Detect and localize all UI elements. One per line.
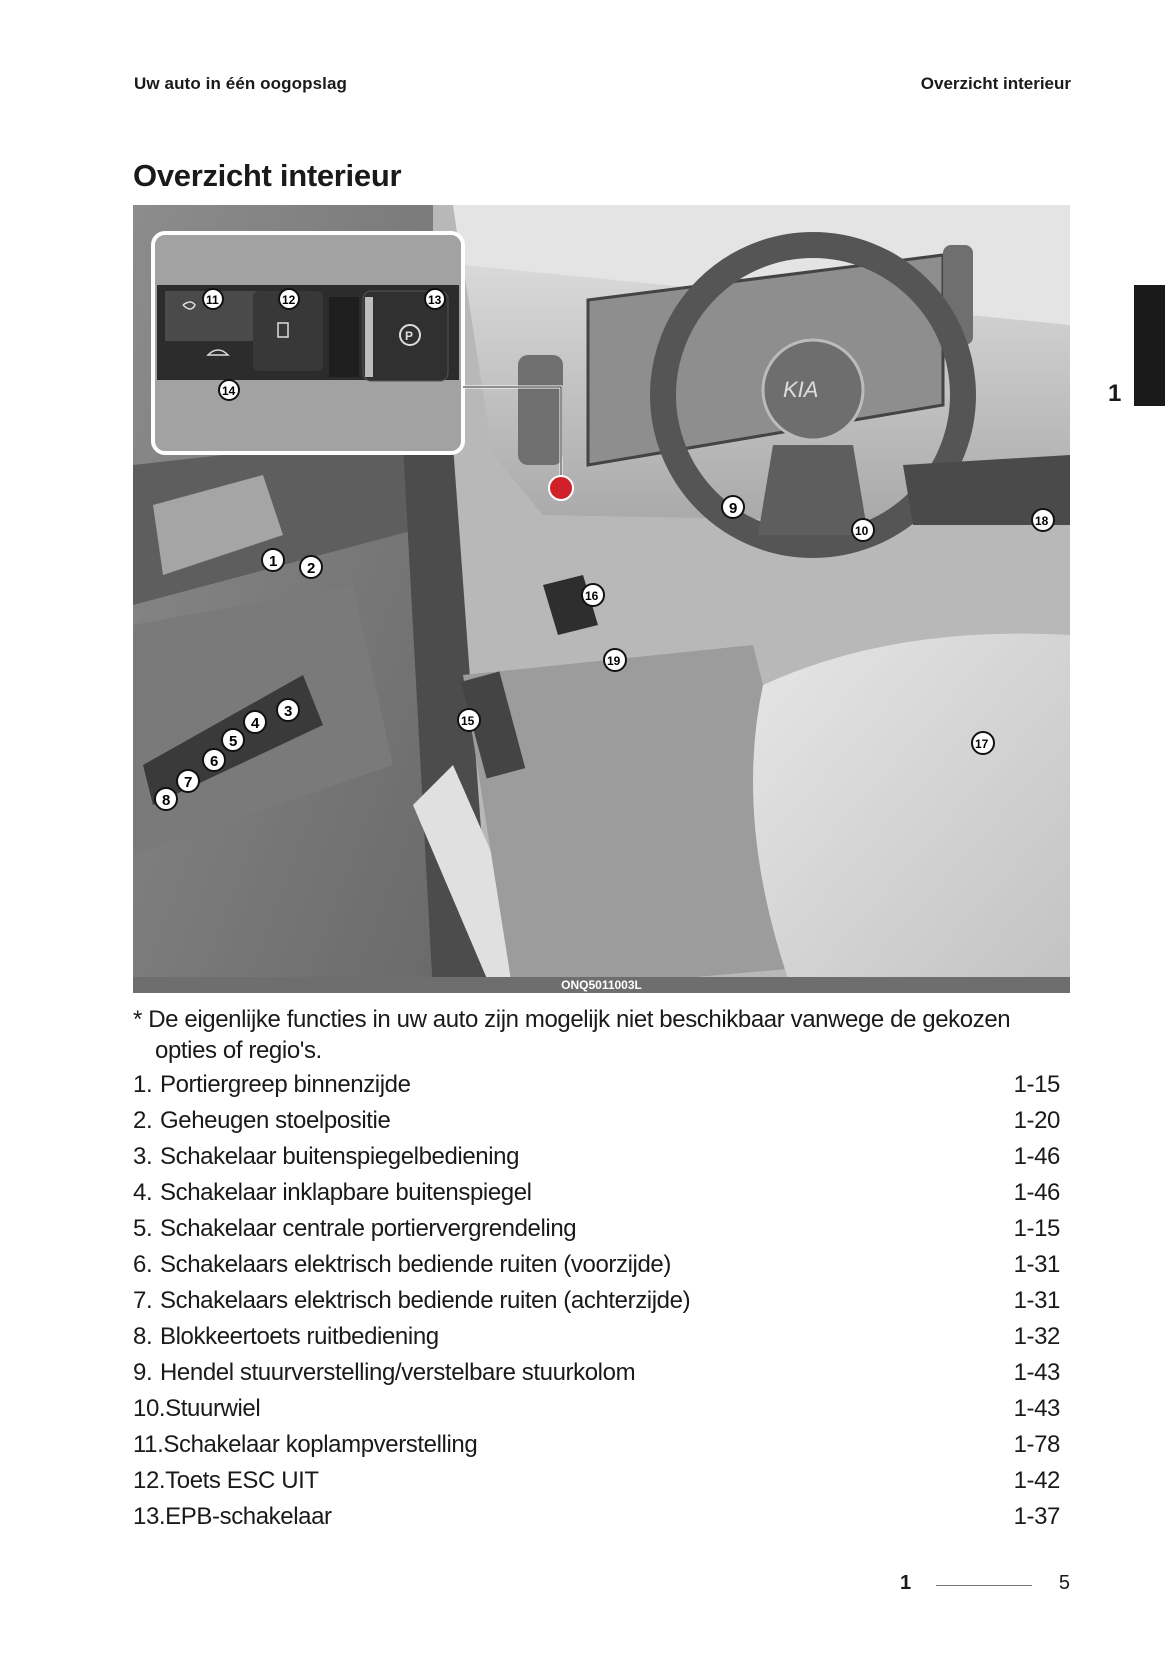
svg-text:17: 17: [975, 737, 989, 751]
callout-4: [244, 711, 266, 733]
callout-3: [277, 699, 299, 721]
svg-text:3: 3: [284, 703, 293, 720]
footer-chapter-number: 1: [900, 1572, 912, 1594]
list-item: [133, 1427, 1060, 1463]
svg-text:8: 8: [162, 792, 171, 809]
svg-text:2: 2: [307, 560, 316, 577]
list-item: [133, 1211, 1060, 1247]
callout-19: [604, 649, 626, 671]
item-label: Hendel stuurverstelling/verstelbare stuurkolom: [160, 1359, 636, 1386]
callout-1: [262, 549, 284, 571]
list-item: [133, 1175, 1060, 1211]
footer-divider: [936, 1585, 1032, 1586]
item-label: Blokkeertoets ruitbediening: [160, 1323, 439, 1350]
svg-text:14: 14: [222, 384, 236, 398]
item-label: Toets ESC UIT: [165, 1467, 319, 1494]
item-number: 12.: [133, 1467, 166, 1494]
item-page-ref: 1-31: [1013, 1287, 1060, 1314]
item-page-ref: 1-20: [1013, 1107, 1060, 1134]
item-number: 5.: [133, 1215, 153, 1242]
svg-text:1: 1: [269, 553, 278, 570]
note-line-2: opties of regio's.: [155, 1037, 322, 1064]
list-item: [133, 1247, 1060, 1283]
figure-caption-code: ONQ5011003L: [133, 977, 1070, 993]
item-page-ref: 1-46: [1013, 1179, 1060, 1206]
item-page-ref: 1-15: [1013, 1071, 1060, 1098]
interior-illustration: [133, 205, 1070, 993]
location-marker: [549, 476, 573, 500]
item-page-ref: 1-78: [1013, 1431, 1060, 1458]
list-item: [133, 1499, 1060, 1535]
list-item: [133, 1139, 1060, 1175]
item-label: Geheugen stoelpositie: [160, 1107, 391, 1134]
item-page-ref: 1-37: [1013, 1503, 1060, 1530]
callout-7: [177, 770, 199, 792]
item-page-ref: 1-31: [1013, 1251, 1060, 1278]
list-item: [133, 1067, 1060, 1103]
item-number: 10.: [133, 1395, 166, 1422]
callout-18: [1032, 509, 1054, 531]
item-page-ref: 1-46: [1013, 1143, 1060, 1170]
item-page-ref: 1-32: [1013, 1323, 1060, 1350]
svg-text:6: 6: [210, 753, 219, 770]
availability-note: [133, 1004, 1073, 1066]
svg-text:13: 13: [428, 293, 442, 307]
svg-text:9: 9: [729, 500, 738, 517]
item-label: Schakelaar koplampverstelling: [163, 1431, 478, 1458]
page-footer: [900, 1572, 1070, 1600]
item-page-ref: 1-42: [1013, 1467, 1060, 1494]
item-label: Schakelaar inklapbare buitenspiegel: [160, 1179, 532, 1206]
item-label: Schakelaar centrale portiervergrendeling: [160, 1215, 577, 1242]
item-label: Schakelaars elektrisch bediende ruiten (voorzijde): [160, 1251, 671, 1278]
item-page-ref: 1-43: [1013, 1395, 1060, 1422]
list-item: [133, 1283, 1060, 1319]
svg-text:15: 15: [461, 714, 475, 728]
item-number: 11.: [133, 1431, 164, 1458]
svg-text:19: 19: [607, 654, 621, 668]
item-label: Stuurwiel: [165, 1395, 261, 1422]
callout-15: [458, 709, 480, 731]
callout-12: [279, 289, 299, 309]
callout-13: [425, 289, 445, 309]
item-label: EPB-schakelaar: [165, 1503, 332, 1530]
note-line-1: De eigenlijke functies in uw auto zijn mogelijk niet beschikbaar vanwege de gekozen: [148, 1006, 1011, 1033]
item-number: 4.: [133, 1179, 153, 1206]
item-number: 7.: [133, 1287, 153, 1314]
callout-9: [722, 496, 744, 518]
callout-16: [582, 584, 604, 606]
list-item: [133, 1391, 1060, 1427]
item-page-ref: 1-15: [1013, 1215, 1060, 1242]
item-number: 2.: [133, 1107, 153, 1134]
item-label: Portiergreep binnenzijde: [160, 1071, 411, 1098]
svg-text:11: 11: [206, 293, 219, 307]
svg-text:10: 10: [855, 524, 869, 538]
page-title: Overzicht interieur: [133, 158, 402, 193]
running-header-right: Overzicht interieur: [920, 74, 1071, 93]
callout-5: [222, 729, 244, 751]
callout-2: [300, 556, 322, 578]
item-number: 8.: [133, 1323, 153, 1350]
switch-panel-inset: [153, 233, 463, 453]
callout-14: [219, 380, 239, 400]
item-number: 3.: [133, 1143, 153, 1170]
item-number: 13.: [133, 1503, 166, 1530]
svg-text:4: 4: [251, 715, 260, 732]
svg-text:18: 18: [1035, 514, 1049, 528]
svg-text:12: 12: [282, 293, 296, 307]
callout-8: [155, 788, 177, 810]
svg-text:P: P: [405, 329, 414, 343]
item-page-ref: 1-43: [1013, 1359, 1060, 1386]
svg-text:16: 16: [585, 589, 599, 603]
item-label: Schakelaar buitenspiegelbediening: [160, 1143, 520, 1170]
chapter-thumb-tab: [1134, 285, 1165, 406]
list-item: [133, 1463, 1060, 1499]
callout-10: [852, 519, 874, 541]
running-header-left: Uw auto in één oogopslag: [134, 74, 348, 93]
component-list: [133, 1067, 1060, 1535]
callout-6: [203, 749, 225, 771]
list-item: [133, 1355, 1060, 1391]
callout-11: [203, 289, 223, 309]
list-item: [133, 1103, 1060, 1139]
item-number: 9.: [133, 1359, 153, 1386]
chapter-tab-number: 1: [1108, 380, 1122, 407]
footer-page-number: 5: [1058, 1572, 1070, 1594]
svg-text:5: 5: [229, 733, 238, 750]
svg-text:7: 7: [184, 774, 193, 791]
item-label: Schakelaars elektrisch bediende ruiten (achterzijde): [160, 1287, 691, 1314]
item-number: 1.: [133, 1071, 153, 1098]
list-item: [133, 1319, 1060, 1355]
kia-logo: KIA: [783, 377, 819, 402]
callout-17: [972, 732, 994, 754]
note-asterisk: *: [133, 1006, 142, 1033]
item-number: 6.: [133, 1251, 153, 1278]
cockpit-illustration: [133, 205, 1070, 993]
